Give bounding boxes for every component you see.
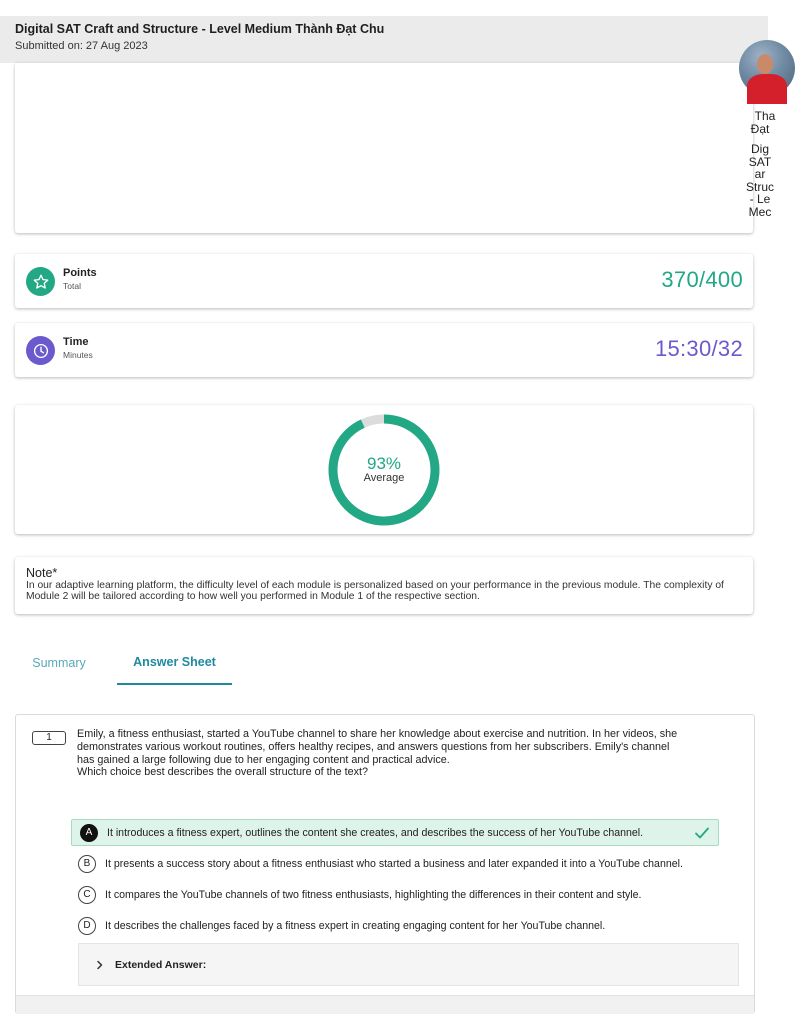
- header-bar: [0, 16, 768, 63]
- points-value: 370/400: [661, 267, 743, 292]
- extended-answer-toggle[interactable]: [78, 943, 739, 986]
- profile-card: [15, 63, 753, 233]
- average-label: Average: [363, 472, 405, 484]
- note-title: Note*: [26, 566, 58, 580]
- question-card: [15, 714, 755, 1014]
- option-text: It presents a success story about a fitness enthusiast who started a business and later expanded it into a YouTube channel.: [105, 857, 683, 870]
- time-label: Time: [63, 336, 89, 348]
- chevron-right-icon: [95, 960, 105, 970]
- option-text: It compares the YouTube channels of two fitness enthusiasts, highlighting the differences in their content and style.: [105, 888, 642, 901]
- question-passage: Emily, a fitness enthusiast, started a YouTube channel to share her knowledge about exercise and nutrition. In her videos, she demonstrates various workout routines, offers healthy recipes, and answers questions from her subscribers. Emily's channel has gained a large following due to her engaging content and practical advice.: [77, 728, 678, 766]
- page-title: Digital SAT Craft and Structure - Level Medium Thành Đạt Chu: [15, 22, 385, 36]
- option-text: It describes the challenges faced by a fitness expert in creating engaging content for her YouTube channel.: [105, 919, 606, 932]
- tab-answer-sheet[interactable]: Answer Sheet: [117, 640, 232, 685]
- average-percent: 93%: [366, 454, 402, 473]
- option-c[interactable]: [78, 881, 726, 908]
- extended-answer-label: Extended Answer:: [115, 958, 207, 971]
- time-value: 15:30/32: [654, 336, 743, 361]
- option-text: It introduces a fitness expert, outlines the content she creates, and describes the success of her YouTube channel.: [107, 826, 644, 839]
- clock-icon: [26, 336, 55, 365]
- option-d[interactable]: [78, 912, 726, 939]
- option-letter: B: [78, 855, 96, 873]
- question-number: 1: [32, 731, 66, 745]
- submitted-date: Submitted on: 27 Aug 2023: [15, 40, 148, 52]
- option-letter: C: [78, 886, 96, 904]
- result-tabs: [15, 640, 315, 686]
- points-sublabel: Total: [63, 281, 81, 291]
- time-card: [15, 323, 753, 377]
- star-icon: [26, 267, 55, 296]
- tab-summary[interactable]: Summary: [32, 655, 86, 670]
- time-sublabel: Minutes: [63, 350, 93, 360]
- question-prompt: Which choice best describes the overall structure of the text?: [77, 766, 369, 779]
- points-card: [15, 254, 753, 308]
- check-icon: [694, 825, 710, 844]
- student-name: Tha Đạt: [750, 109, 776, 136]
- question-text: [77, 728, 689, 779]
- note-card: [15, 557, 753, 614]
- note-text: In our adaptive learning platform, the difficulty level of each module is personalized based on your performance in the previous module. The complexity of Module 2 will be tailored according to how well you performed in Module 1 of the respective section.: [26, 580, 724, 602]
- option-b[interactable]: [78, 850, 726, 877]
- option-a[interactable]: [71, 819, 719, 846]
- option-letter: D: [78, 917, 96, 935]
- avatar: [739, 40, 795, 96]
- points-label: Points: [63, 267, 97, 279]
- question-footer: [16, 995, 754, 1014]
- test-name: Dig SAT ar Struc - Le Mec: [745, 142, 774, 219]
- option-letter: A: [80, 824, 98, 842]
- average-card: [15, 405, 753, 534]
